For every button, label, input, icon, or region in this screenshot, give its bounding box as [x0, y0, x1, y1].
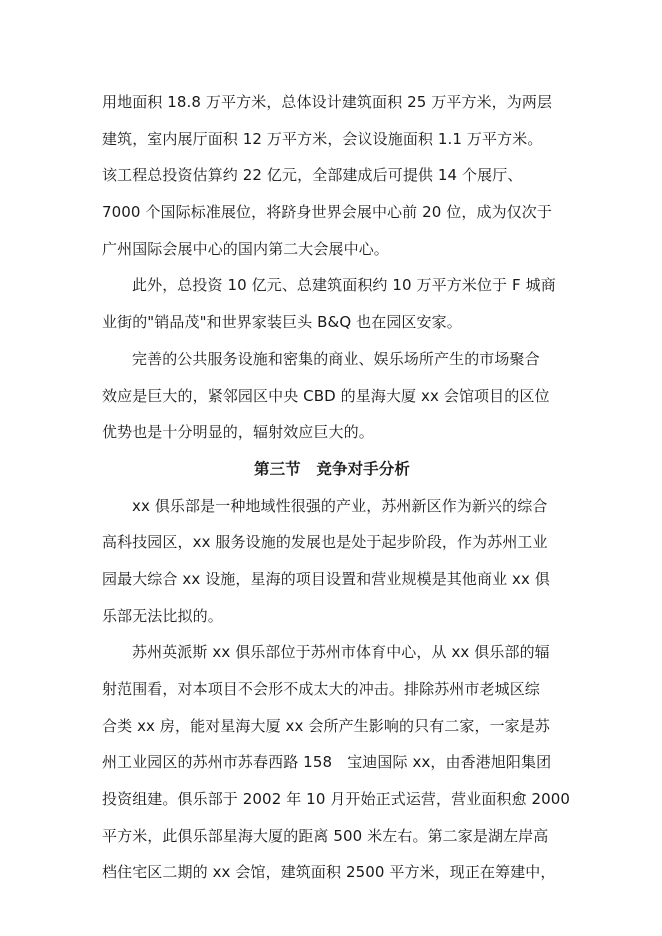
text-line: 乐部无法比拟的。 — [102, 606, 223, 625]
text-line: 射范围看，对本项目不会形不成太大的冲击。排除苏州市老城区综 — [102, 680, 540, 698]
text-line: 7000 个国际标准展位，将跻身世界会展中心前 20 位，成为仅次于 — [102, 203, 552, 222]
text-line: 平方米，此俱乐部星海大厦的距离 500 米左右。第二家是湖左岸高 — [102, 826, 549, 845]
text-line: 效应是巨大的，紧邻园区中央 CBD 的星海大厦 xx 会馆项目的区位 — [102, 386, 550, 405]
text-line: 用地面积 18.8 万平方米，总体设计建筑面积 25 万平方米，为两层 — [102, 93, 553, 111]
text-line: 投资组建。俱乐部于 2002 年 10 月开始正式运营，营业面积愈 2000 — [102, 790, 571, 809]
text-line: 该工程总投资估算约 22 亿元，全部建成后可提供 14 个展厅、 — [102, 166, 523, 185]
section-heading: 第三节 竞争对手分析 — [253, 459, 410, 478]
text-line: 合类 xx 房，能对星海大厦 xx 会所产生影响的只有二家，一家是苏 — [102, 716, 550, 735]
text-line: 园最大综合 xx 设施，星海的项目设置和营业规模是其他商业 xx 俱 — [102, 569, 550, 588]
text-line: 广州国际会展中心的国内第二大会展中心。 — [102, 239, 389, 258]
paragraph-start-line: 此外，总投资 10 亿元、总建筑面积约 10 万平方米位于 F 城商 — [132, 276, 556, 295]
text-line: 高科技园区，xx 服务设施的发展也是处于起步阶段，作为苏州工业 — [102, 533, 548, 552]
text-line: 业街的"销品茂"和世界家装巨头 B&Q 也在园区安家。 — [102, 313, 462, 332]
paragraph-start-line: 完善的公共服务设施和密集的商业、娱乐场所产生的市场聚合 — [132, 349, 540, 368]
text-line: 优势也是十分明显的，辐射效应巨大的。 — [102, 423, 374, 442]
text-line: 州工业园区的苏州市苏春西路 158 宝迪国际 xx，由香港旭阳集团 — [102, 753, 552, 772]
document-body — [102, 84, 571, 891]
text-line: 建筑，室内展厅面积 12 万平方米，会议设施面积 1.1 万平方米。 — [102, 129, 543, 148]
paragraph-start-line: xx 俱乐部是一种地域性很强的产业，苏州新区作为新兴的综合 — [132, 496, 548, 515]
text-line: 档住宅区二期的 xx 会馆，建筑面积 2500 平方米，现正在筹建中， — [102, 863, 556, 882]
paragraph-start-line: 苏州英派斯 xx 俱乐部位于苏州市体育中心，从 xx 俱乐部的辐 — [132, 643, 550, 662]
